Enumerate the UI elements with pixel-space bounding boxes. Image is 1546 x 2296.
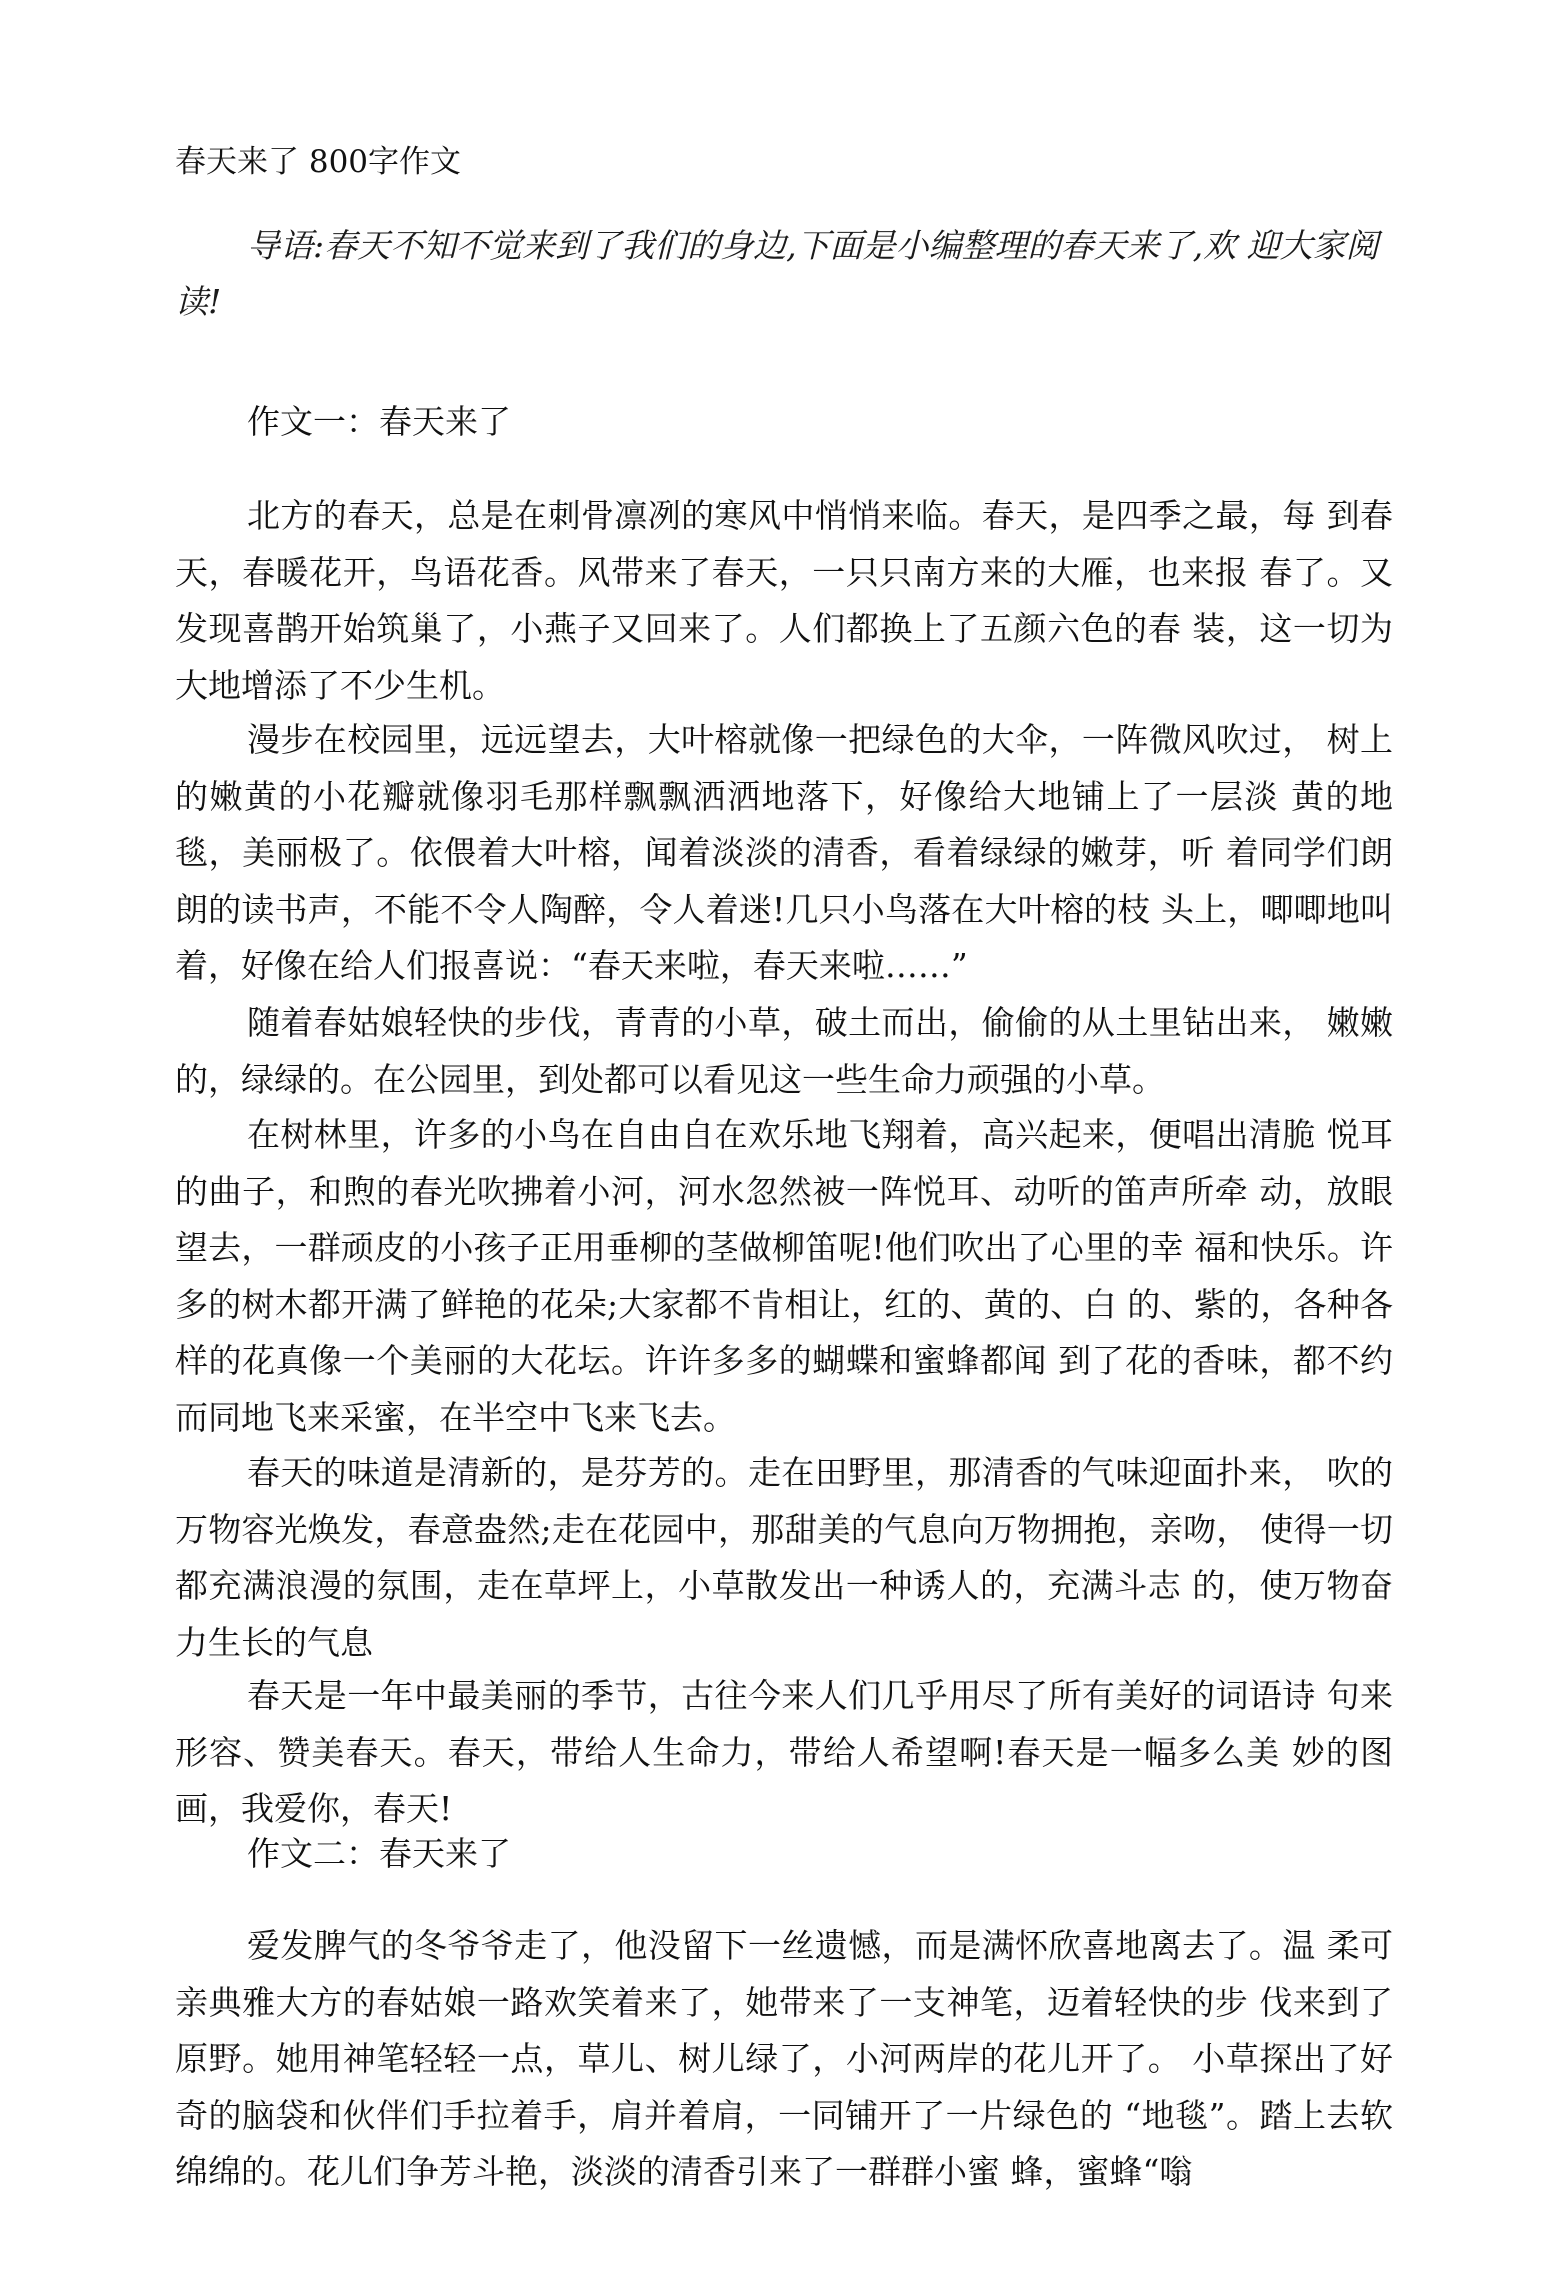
document-title: 春天来了 800字作文: [175, 144, 462, 180]
essay-two-paragraph-1: 爱发脾气的冬爷爷走了，他没留下一丝遗憾，而是满怀欣喜地离去了。温 柔可亲典雅大方的春姑娘一路欢笑着来了，她带来了一支神笔，迈着轻快的步 伐来到了原野。她用神笔轻轻一点，草儿、树儿绿了，小河两岸的花儿开了。 小草探出了好奇的脑袋和伙伴们手拉着手，肩并着肩，一同铺开了一片绿色的 “地毯”。踏上去软绵绵的。花儿们争芳斗艳，淡淡的清香引来了一群群小蜜 蜂，蜜蜂“嗡: [175, 1926, 1393, 2191]
essay-one-paragraph-4: 在树林里，许多的小鸟在自由自在欢乐地飞翔着，高兴起来，便唱出清脆 悦耳的曲子，和煦的春光吹拂着小河，河水忽然被一阵悦耳、动听的笛声所牵 动，放眼望去，一群顽皮的小孩子正用垂柳的茎做柳笛呢!他们吹出了心里的幸 福和快乐。许多的树木都开满了鲜艳的花朵;大家都不肯相让，红的、黄的、白 的、紫的，各种各样的花真像一个美丽的大花坛。许许多多的蝴蝶和蜜蜂都闻 到了花的香味，都不约而同地飞来采蜜，在半空中飞来飞去。: [175, 1115, 1393, 1437]
essay-one-paragraph-3: 随着春姑娘轻快的步伐，青青的小草，破土而出，偷偷的从土里钻出来， 嫩嫩的，绿绿的。在公园里，到处都可以看见这一些生命力顽强的小草。: [175, 1003, 1393, 1099]
essay-one-paragraph-1: 北方的春天，总是在刺骨凛冽的寒风中悄悄来临。春天，是四季之最，每 到春天，春暖花开，鸟语花香。风带来了春天，一只只南方来的大雁，也来报 春了。又发现喜鹊开始筑巢了，小燕子又回来了。人们都换上了五颜六色的春 装，这一切为大地增添了不少生机。: [175, 496, 1393, 705]
intro-paragraph: 导语:春天不知不觉来到了我们的身边,下面是小编整理的春天来了,欢 迎大家阅读!: [175, 226, 1379, 321]
essay-one-paragraph-2: 漫步在校园里，远远望去，大叶榕就像一把绿色的大伞，一阵微风吹过， 树上的嫩黄的小花瓣就像羽毛那样飘飘洒洒地落下，好像给大地铺上了一层淡 黄的地毯，美丽极了。依偎着大叶榕，闻着淡淡的清香，看着绿绿的嫩芽，听 着同学们朗朗的读书声，不能不令人陶醉，令人着迷!几只小鸟落在大叶榕的枝 头上，唧唧地叫着，好像在给人们报喜说：“春天来啦，春天来啦……”: [175, 720, 1393, 985]
essay-one-paragraph-6: 春天是一年中最美丽的季节，古往今来人们几乎用尽了所有美好的词语诗 句来形容、赞美春天。春天，带给人生命力，带给人希望啊!春天是一幅多么美 妙的图画，我爱你，春天!: [175, 1676, 1393, 1828]
essay-two-heading: 作文二：春天来了: [247, 1834, 511, 1873]
essay-one-heading: 作文一：春天来了: [247, 402, 511, 441]
essay-one-paragraph-5: 春天的味道是清新的，是芬芳的。走在田野里，那清香的气味迎面扑来， 吹的万物容光焕发，春意盎然;走在花园中，那甜美的气息向万物拥抱，亲吻， 使得一切都充满浪漫的氛围，走在草坪上，小草散发出一种诱人的，充满斗志 的，使万物奋力生长的气息: [175, 1453, 1393, 1662]
